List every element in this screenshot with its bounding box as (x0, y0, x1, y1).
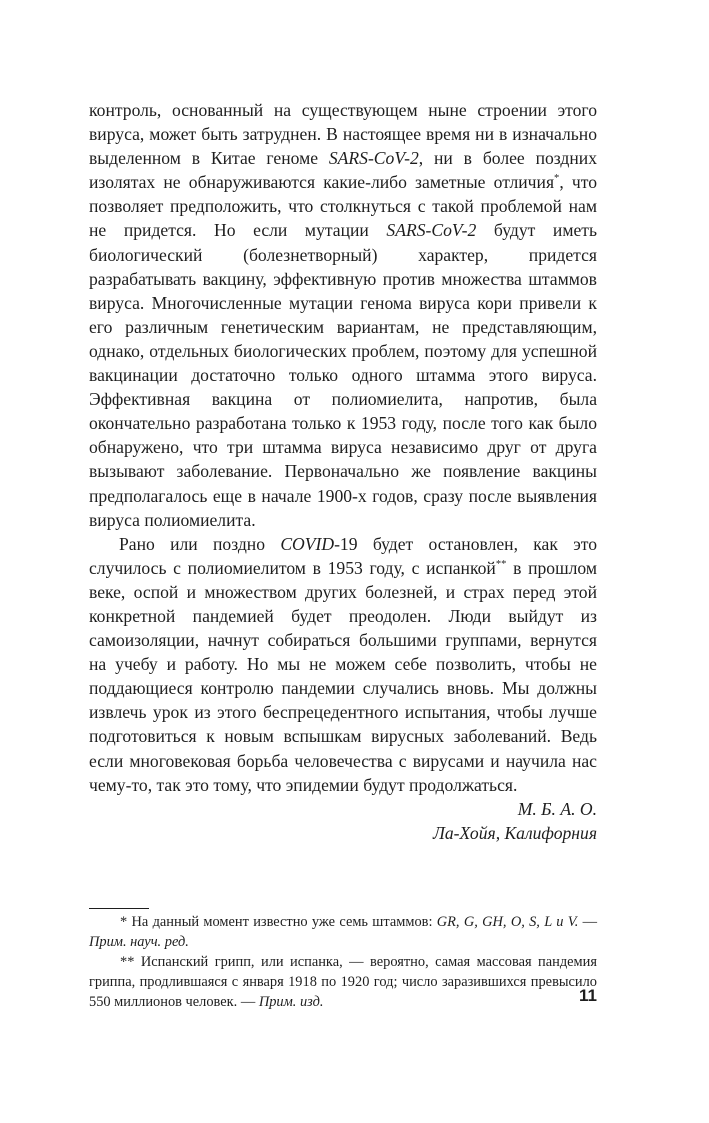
para1-virus-name-2: SARS-CoV-2 (386, 220, 477, 241)
paragraph-1 (89, 98, 597, 532)
para2-text-2: -19 будет остановлен, как это случилось с полиомиелитом в 1953 году, с испанкой (89, 533, 598, 578)
para2-text-3: в прошлом веке, оспой и множеством других болезней, и страх перед этой конкретной пандемией будет преодолен. Люди выйдут из самоизоляции, начнут собираться большими группами, вернутся на учебу и работу. Но мы не можем себе позволить, чтобы не поддающиеся контролю пандемии случались вновь. Мы должны извлечь урок из этого беспрецедентного испытания, чтобы лучше подготовиться к новым вспышкам вирусных заболеваний. Ведь если многовековая борьба человечества с вирусами и научила нас чему-то, так это тому, что эпидемии будут продолжаться. (89, 557, 597, 795)
page-number: 11 (579, 986, 597, 1005)
footnote-ref-2[interactable]: ** (495, 558, 507, 570)
footnote-divider (89, 908, 149, 909)
footnote-2-dash: — (237, 994, 259, 1010)
para1-virus-name-1: SARS-CoV-2 (328, 148, 419, 169)
para2-text-1: Рано или поздно (119, 533, 281, 554)
paragraph-2 (89, 532, 597, 797)
footnote-1-strains: GR, G, GH, O, S, L и V. (436, 914, 579, 930)
footnote-ref-1[interactable]: * (554, 173, 560, 185)
para1-text-1: контроль, основанный на существующем ныне строении этого вируса, может быть затруднен. В настоящее время ни в изначально выделенном в Китае геноме (89, 100, 597, 169)
footnote-1-note: Прим. науч. ред. (89, 934, 189, 950)
para1-text-2: , ни в более поздних изолятах не обнаруживаются какие-либо заметные отличия (89, 148, 598, 193)
signature-initials: М. Б. А. О. (517, 798, 597, 819)
para1-text-4: будут иметь биологический (болезнетворный) характер, придется разрабатывать вакцину, эффективную против множества штаммов вируса. Многочисленные мутации генома вируса кори привели к его различным генетическим вариантам, не представляющим, однако, отдельных биологических проблем, поэтому для успешной вакцинации достаточно только одного штамма этого вируса. Эффективная вакцина от полиомиелита, напротив, была окончательно разработана только к 1953 году, после того как было обнаружено, что три штамма вируса независимо друг от друга вызывают заболевание. Первоначально же появление вакцины предполагалось еще в начале 1900-х годов, сразу после выявления вируса полиомиелита. (89, 220, 598, 530)
footnote-2-text: Испанский грипп, или испанка, — вероятно, самая массовая пандемия гриппа, продлившаяся с января 1918 по 1920 год; число заразившихся превысило 550 миллионов человек. (89, 954, 597, 1010)
footnote-2 (89, 952, 597, 1012)
footnote-1 (89, 912, 597, 952)
footnote-1-marker: * (120, 914, 132, 930)
footnote-1-text: На данный момент известно уже семь штаммов: (131, 914, 437, 930)
footnote-2-note: Прим. изд. (258, 994, 324, 1010)
main-text (89, 98, 597, 845)
signature-location: Ла-Хойя, Калифорния (432, 822, 597, 843)
footnotes (89, 912, 597, 1012)
para1-text-3: , что позволяет предположить, что столкнуться с такой проблемой нам не придется. Но если мутации (89, 172, 598, 241)
para2-disease-name: COVID (280, 533, 335, 554)
footnote-2-marker: ** (120, 954, 141, 970)
footnote-1-dash: — (578, 914, 597, 930)
